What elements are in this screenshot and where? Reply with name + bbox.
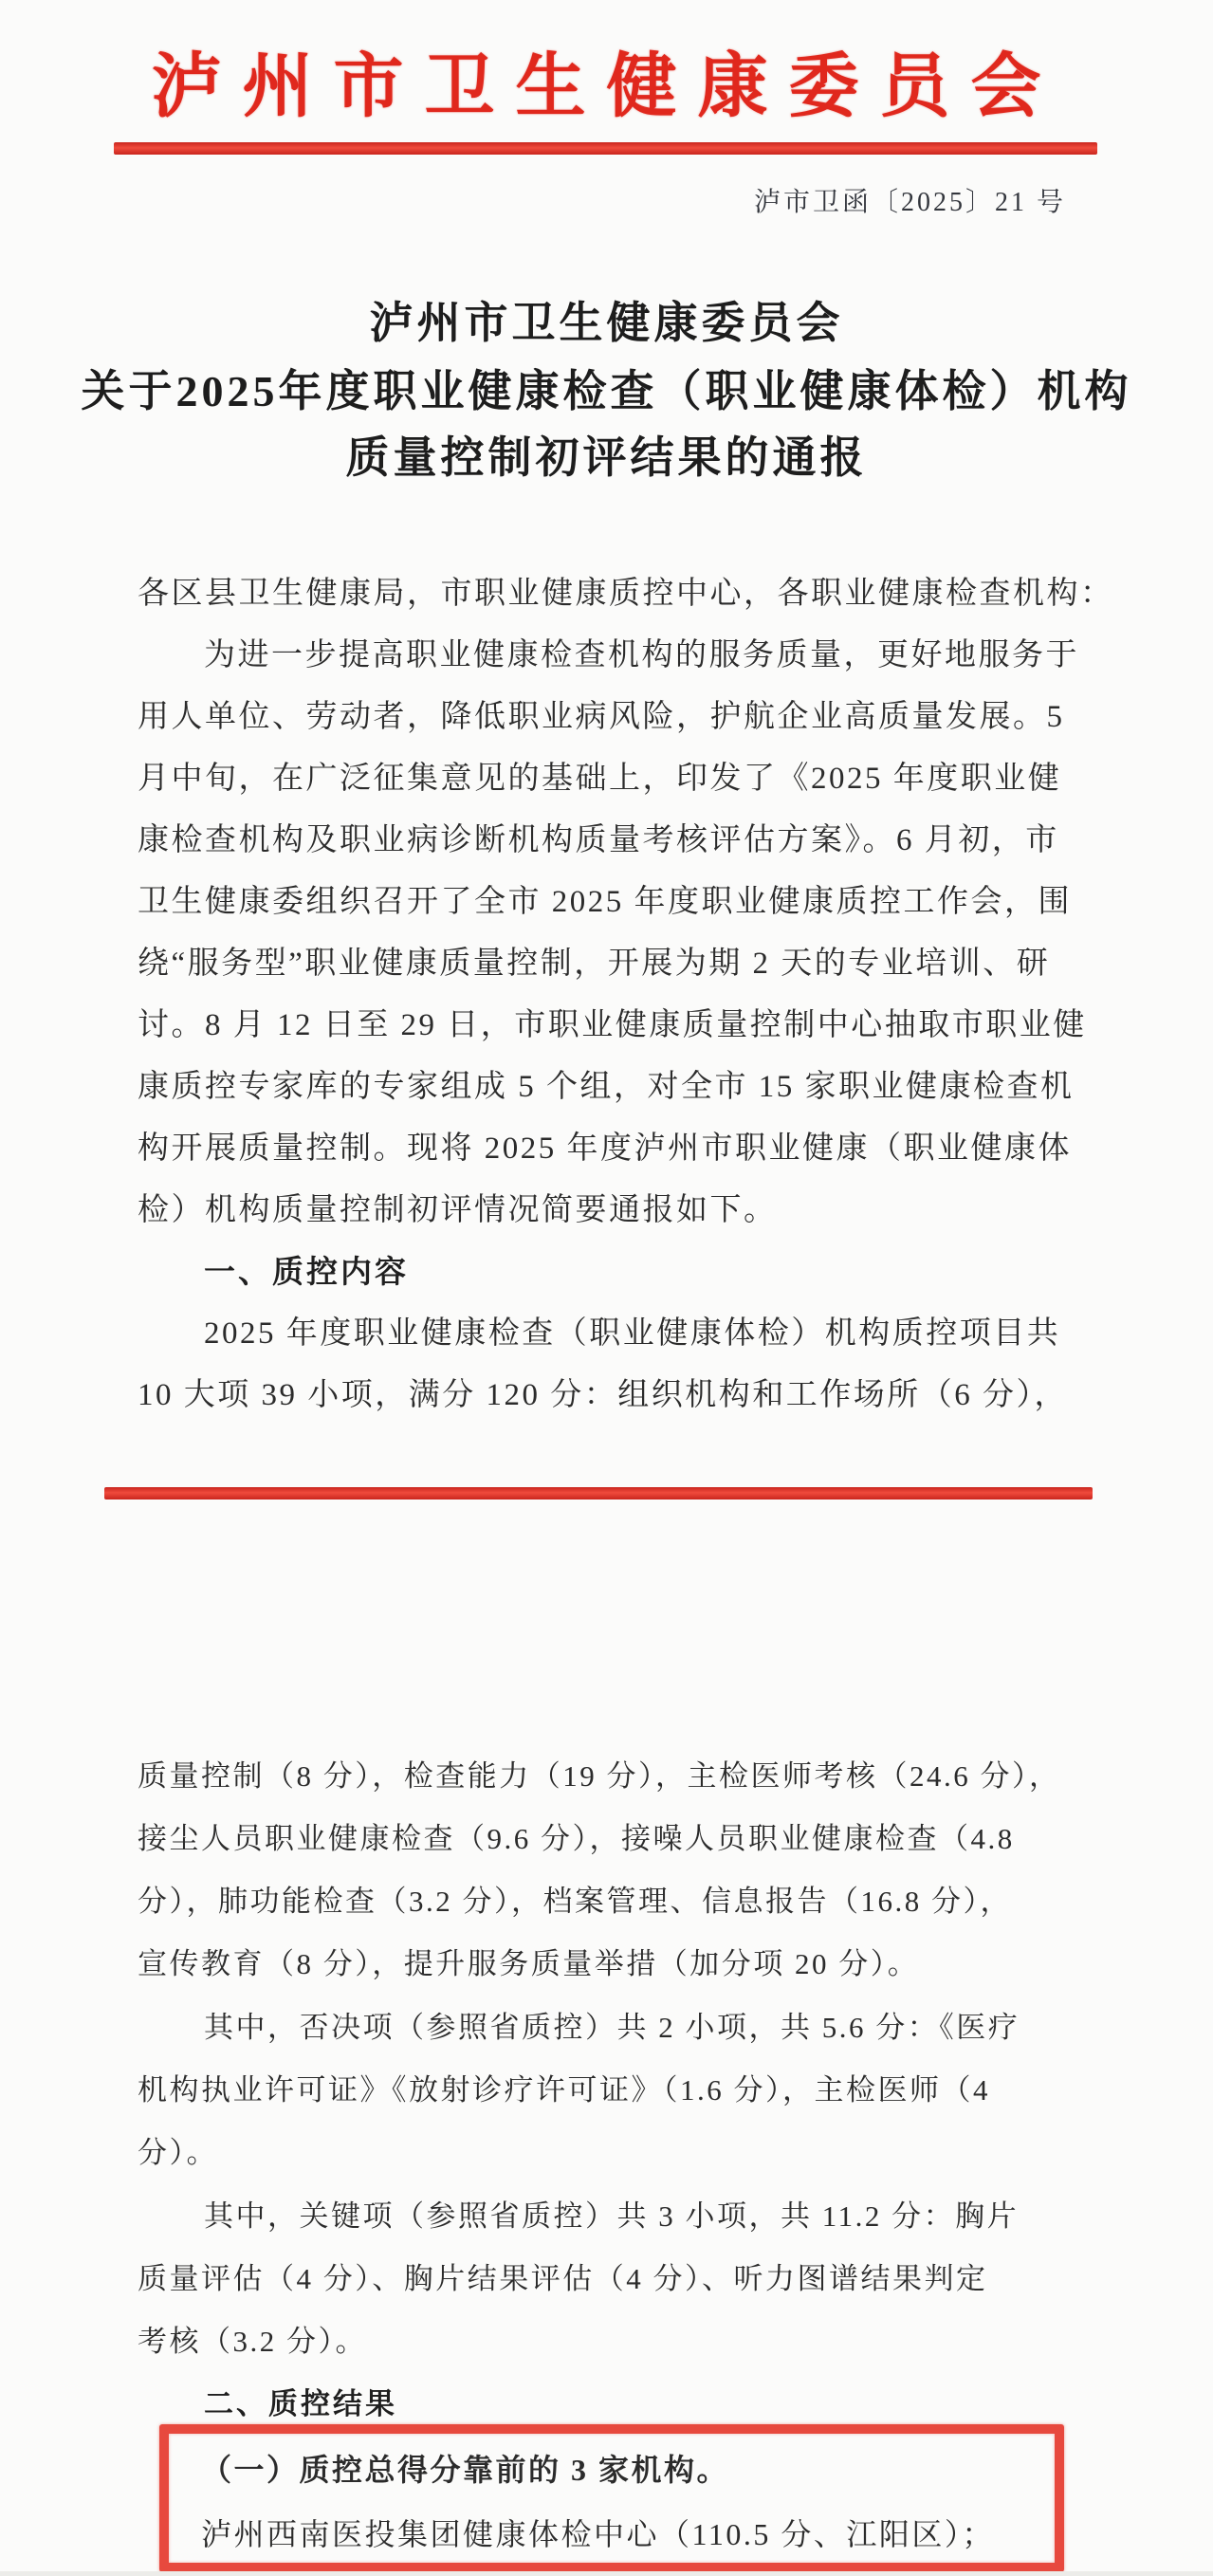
document-title-line: 关于2025年度职业健康检查（职业健康体检）机构 — [81, 367, 1132, 415]
body-line: 质量评估（4 分）、胸片结果评估（4 分）、听力图谱结果判定 — [138, 2262, 988, 2295]
screenshot-bottom-edge — [0, 2571, 1213, 2576]
body-line: 构开展质量控制。现将 2025 年度泸州市职业健康（职业健康体 — [138, 1132, 1072, 1166]
body-line: 用人单位、劳动者，降低职业病风险，护航企业高质量发展。5 — [138, 700, 1065, 734]
body-line: 分）。 — [138, 2136, 218, 2169]
body-line: 康检查机构及职业病诊断机构质量考核评估方案》。6 月初，市 — [138, 823, 1059, 857]
letterhead-agency-name: 泸州市卫生健康委员会 — [151, 48, 1062, 126]
body-line: 宣传教育（8 分），提升服务质量举措（加分项 20 分）。 — [138, 1947, 920, 1980]
body-line: 绕“服务型”职业健康质量控制，开展为期 2 天的专业培训、研 — [138, 947, 1051, 981]
document-title-line: 泸州市卫生健康委员会 — [369, 299, 844, 347]
body-line: 讨。8 月 12 日至 29 日，市职业健康质量控制中心抽取市职业健 — [138, 1008, 1087, 1042]
document-title-line: 质量控制初评结果的通报 — [345, 433, 868, 482]
body-line: 其中，关键项（参照省质控）共 3 小项，共 11.2 分：胸片 — [204, 2199, 1020, 2233]
body-line: 机构执业许可证》《放射诊疗许可证》（1.6 分），主检医师（4 — [138, 2073, 990, 2107]
body-line: 卫生健康委组织召开了全市 2025 年度职业健康质控工作会，围 — [138, 885, 1072, 919]
body-line: 为进一步提高职业健康检查机构的服务质量，更好地服务于 — [204, 638, 1079, 672]
body-line-salutation: 各区县卫生健康局，市职业健康质控中心，各职业健康检查机构： — [138, 577, 1114, 611]
body-line: 其中，否决项（参照省质控）共 2 小项，共 5.6 分：《医疗 — [204, 2011, 1020, 2044]
highlight-institution-line: 泸州西南医投集团健康体检中心（110.5 分、江阳区）； — [201, 2517, 995, 2551]
body-line: 月中旬，在广泛征集意见的基础上，印发了《2025 年度职业健 — [138, 762, 1062, 796]
letterhead-red-rule — [114, 142, 1097, 155]
document-number: 泸市卫函〔2025〕21 号 — [753, 188, 1066, 217]
body-line: 分），肺功能检查（3.2 分），档案管理、信息报告（16.8 分）， — [138, 1885, 1012, 1918]
section-heading-2: 二、质控结果 — [204, 2387, 397, 2420]
body-line: 质量控制（8 分），检查能力（19 分），主检医师考核（24.6 分）， — [138, 1759, 1061, 1793]
body-line: 2025 年度职业健康检查（职业健康体检）机构质控项目共 — [204, 1316, 1061, 1351]
section-heading-1: 一、质控内容 — [204, 1254, 409, 1289]
body-line: 接尘人员职业健康检查（9.6 分），接噪人员职业健康检查（4.8 — [138, 1822, 1015, 1855]
body-line: 10 大项 39 小项，满分 120 分：组织机构和工作场所（6 分）， — [138, 1378, 1068, 1412]
body-line: 康质控专家库的专家组成 5 个组，对全市 15 家职业健康检查机 — [138, 1070, 1075, 1104]
body-line: 考核（3.2 分）。 — [138, 2325, 367, 2358]
highlight-subheading: （一）质控总得分靠前的 3 家机构。 — [201, 2453, 730, 2487]
body-line: 检）机构质量控制初评情况简要通报如下。 — [138, 1193, 778, 1227]
page-separator-red-rule — [104, 1487, 1093, 1500]
